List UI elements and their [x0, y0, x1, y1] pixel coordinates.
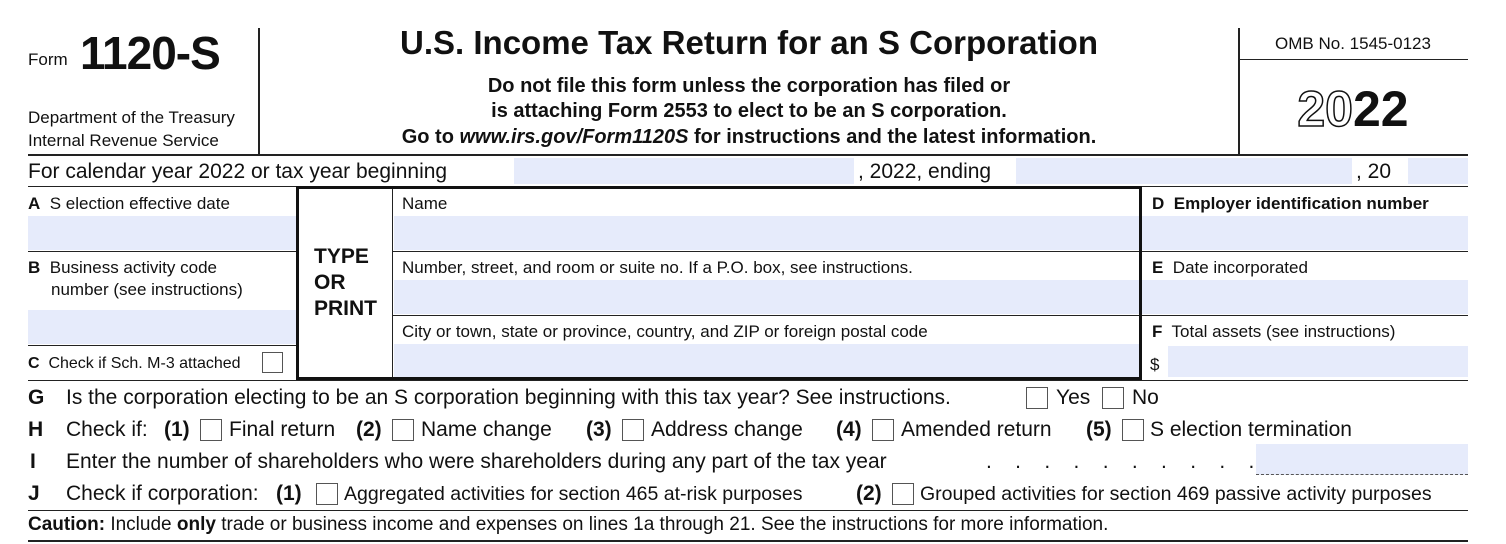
dept-line2: Internal Revenue Service	[28, 131, 219, 150]
omb-number: OMB No. 1545-0123	[1275, 34, 1431, 53]
irs-link[interactable]: www.irs.gov/Form1120S	[459, 126, 689, 148]
grouped-activities-checkbox[interactable]	[892, 483, 914, 505]
name-change-label: Name change	[421, 418, 552, 441]
s-election-date-field[interactable]	[28, 216, 296, 250]
name-field[interactable]	[394, 216, 1139, 250]
h-opt2-num: (2)	[356, 418, 382, 441]
g-letter: G	[28, 386, 45, 409]
goto-line: Go to www.irs.gov/Form1120S for instructions and the latest information.	[401, 126, 1097, 148]
aggregated-activities-checkbox[interactable]	[316, 483, 338, 505]
f-dollar: $	[1150, 355, 1160, 374]
street-label: Number, street, and room or suite no. If a P.O. box, see instructions.	[402, 258, 913, 277]
g-text: Is the corporation electing to be an S corporation beginning with this tax year? See instructions.	[66, 386, 951, 409]
h-text: Check if:	[66, 418, 148, 441]
j-text: Check if corporation:	[66, 482, 259, 505]
street-field[interactable]	[394, 280, 1139, 314]
i-letter: I	[30, 450, 36, 473]
dept-line1: Department of the Treasury	[28, 108, 235, 127]
calendar-mid: , 2022, ending	[858, 160, 992, 183]
b-label: B Business activity code	[28, 258, 217, 277]
total-assets-field[interactable]	[1168, 346, 1468, 377]
h-opt3-num: (3)	[586, 418, 612, 441]
b-label-line2: number (see instructions)	[51, 280, 243, 299]
e-label: E Date incorporated	[1152, 258, 1308, 277]
tax-year: 2022	[1297, 81, 1409, 137]
type-or-print-label: TYPE OR PRINT	[314, 245, 377, 320]
h-letter: H	[28, 418, 44, 441]
date-incorporated-field[interactable]	[1142, 280, 1468, 314]
s-election-termination-checkbox[interactable]	[1122, 419, 1144, 441]
i-dots: . . . . . . . . . .	[986, 450, 1255, 473]
h-opt4-num: (4)	[836, 418, 862, 441]
name-change-checkbox[interactable]	[392, 419, 414, 441]
shareholders-count-field[interactable]	[1256, 444, 1468, 475]
g-yes-label: Yes	[1056, 386, 1091, 409]
tax-year-ending-field[interactable]	[1016, 158, 1352, 184]
g-no-label: No	[1132, 386, 1159, 409]
final-return-label: Final return	[229, 418, 336, 441]
ein-field[interactable]	[1142, 216, 1468, 250]
business-activity-code-field[interactable]	[28, 310, 296, 344]
city-label: City or town, state or province, country, and ZIP or foreign postal code	[402, 322, 928, 341]
tax-year-ending-yy-field[interactable]	[1408, 158, 1468, 184]
i-text: Enter the number of shareholders who were shareholders during any part of the tax year	[66, 450, 887, 473]
amended-return-checkbox[interactable]	[872, 419, 894, 441]
name-label: Name	[402, 194, 448, 213]
c-label: C Check if Sch. M-3 attached	[28, 355, 241, 372]
s-election-termination-label: S election termination	[1150, 418, 1352, 441]
form-word: Form	[28, 50, 68, 69]
j-opt1-num: (1)	[276, 482, 302, 505]
subtitle-line2: is attaching Form 2553 to elect to be an S corporation.	[491, 100, 1007, 122]
city-field[interactable]	[394, 344, 1139, 377]
h-opt1-num: (1)	[164, 418, 190, 441]
j-letter: J	[28, 482, 40, 505]
form-number: 1120-S	[80, 27, 220, 79]
amended-return-label: Amended return	[901, 418, 1052, 441]
a-label: A S election effective date	[28, 194, 230, 213]
j-opt2-num: (2)	[856, 482, 882, 505]
address-change-checkbox[interactable]	[622, 419, 644, 441]
h-opt5-num: (5)	[1086, 418, 1112, 441]
address-change-label: Address change	[651, 418, 803, 441]
subtitle-line1: Do not file this form unless the corporation has filed or	[487, 75, 1011, 97]
sch-m3-checkbox[interactable]	[262, 352, 283, 373]
d-label: D Employer identification number	[1152, 194, 1429, 213]
g-yes-checkbox[interactable]	[1026, 387, 1048, 409]
header-bottom-rule	[28, 154, 1468, 156]
final-return-checkbox[interactable]	[200, 419, 222, 441]
calendar-suffix: , 20	[1356, 160, 1392, 183]
aggregated-activities-label: Aggregated activities for section 465 at-risk purposes	[344, 483, 803, 505]
caution-line: Caution: Include only trade or business income and expenses on lines 1a through 21. See the instructions for more information.	[28, 514, 1109, 535]
f-label: F Total assets (see instructions)	[1152, 322, 1396, 341]
grouped-activities-label: Grouped activities for section 469 passive activity purposes	[920, 483, 1432, 505]
tax-year-beginning-field[interactable]	[514, 158, 854, 184]
calendar-prefix: For calendar year 2022 or tax year beginning	[28, 160, 448, 183]
form-title: U.S. Income Tax Return for an S Corporation	[400, 24, 1098, 61]
g-no-checkbox[interactable]	[1102, 387, 1124, 409]
